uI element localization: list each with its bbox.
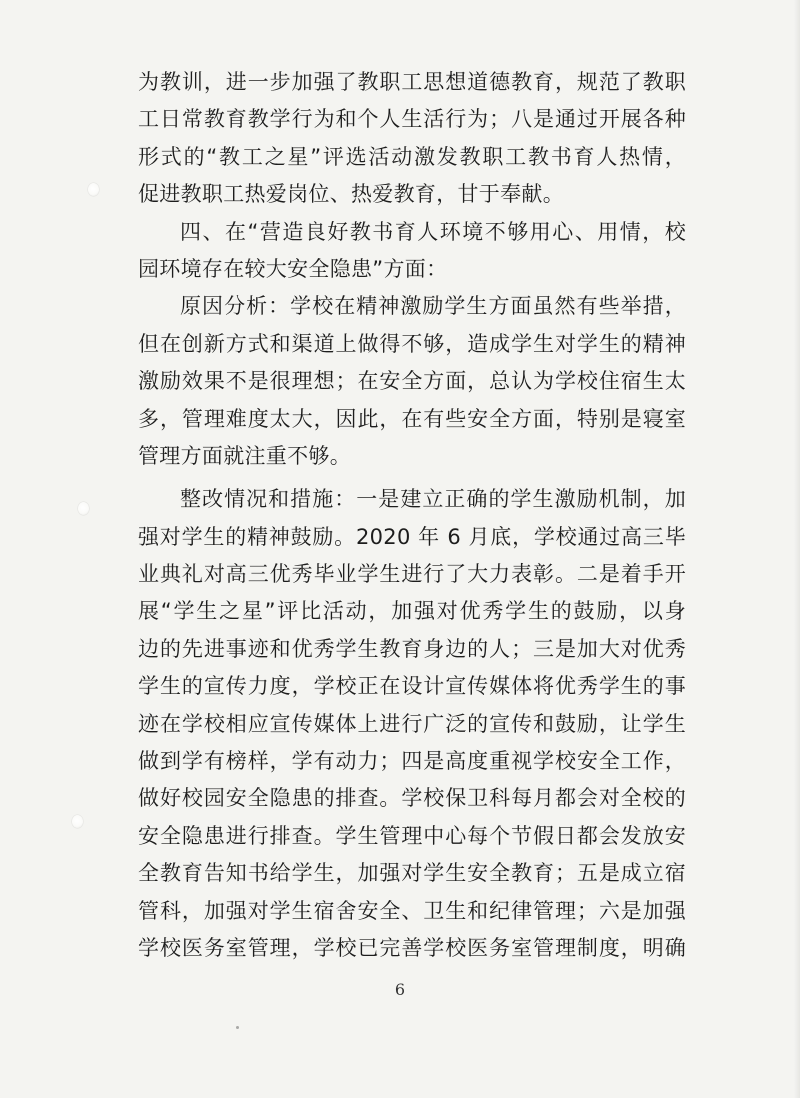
text-line: 工日常教育教学行为和个人生活行为；八是通过开展各种: [138, 107, 686, 132]
punch-hole-mark: [88, 183, 99, 196]
text-line: 为教训，进一步加强了教职工思想道德教育，规范了教职: [138, 70, 686, 94]
text-line: 整改情况和措施：一是建立正确的学生激励机制，加: [180, 487, 686, 512]
text-line: 强对学生的精神鼓励。2020 年 6 月底，学校通过高三毕: [138, 524, 686, 549]
text-line: 业典礼对高三优秀毕业学生进行了大力表彰。二是着手开: [138, 562, 686, 587]
text-line: 做到学有榜样，学有动力；四是高度重视学校安全工作，: [138, 749, 686, 774]
text-line: 展“学生之星”评比活动，加强对优秀学生的鼓励，以身: [138, 599, 686, 624]
text-line: 促进教职工热爱岗位、热爱教育，甘于奉献。: [138, 182, 564, 207]
text-line: 学校医务室管理，学校已完善学校医务室管理制度，明确: [138, 935, 686, 960]
text-line: 做好校园安全隐患的排查。学校保卫科每月都会对全校的: [138, 786, 686, 811]
punch-hole-mark: [78, 502, 89, 515]
text-line: 全教育告知书给学生，加强对学生安全教育；五是成立宿: [138, 861, 686, 886]
page-number: 6: [394, 980, 406, 999]
paragraph-heading-line: 园环境存在较大安全隐患”方面：: [138, 256, 448, 281]
text-line: 多，管理难度太大，因此，在有些安全方面，特别是寝室: [138, 406, 686, 431]
text-line: 迹在学校相应宣传媒体上进行广泛的宣传和鼓励，让学生: [138, 711, 686, 736]
text-line: 但在创新方式和渠道上做得不够，造成学生对学生的精神: [138, 331, 686, 356]
body-text: [138, 64, 686, 967]
text-line: 边的先进事迹和优秀学生教育身边的人；三是加大对优秀: [138, 636, 686, 661]
scan-speck: [236, 1026, 239, 1029]
punch-hole-mark: [72, 815, 83, 828]
paragraph-heading-line: 四、在“营造良好教书育人环境不够用心、用情，校: [180, 219, 686, 244]
text-line: 原因分析：学校在精神激励学生方面虽然有些举措，: [180, 294, 686, 319]
text-line: 管科，加强对学生宿舍安全、卫生和纪律管理；六是加强: [138, 898, 686, 923]
text-line: 管理方面就注重不够。: [138, 443, 351, 468]
text-line: 形式的“教工之星”评选活动激发教职工教书育人热情，: [138, 144, 686, 169]
text-line: 学生的宣传力度，学校正在设计宣传媒体将优秀学生的事: [138, 674, 686, 699]
text-line: 安全隐患进行排查。学生管理中心每个节假日都会发放安: [138, 823, 686, 848]
text-line: 激励效果不是很理想；在安全方面，总认为学校住宿生太: [138, 369, 686, 394]
